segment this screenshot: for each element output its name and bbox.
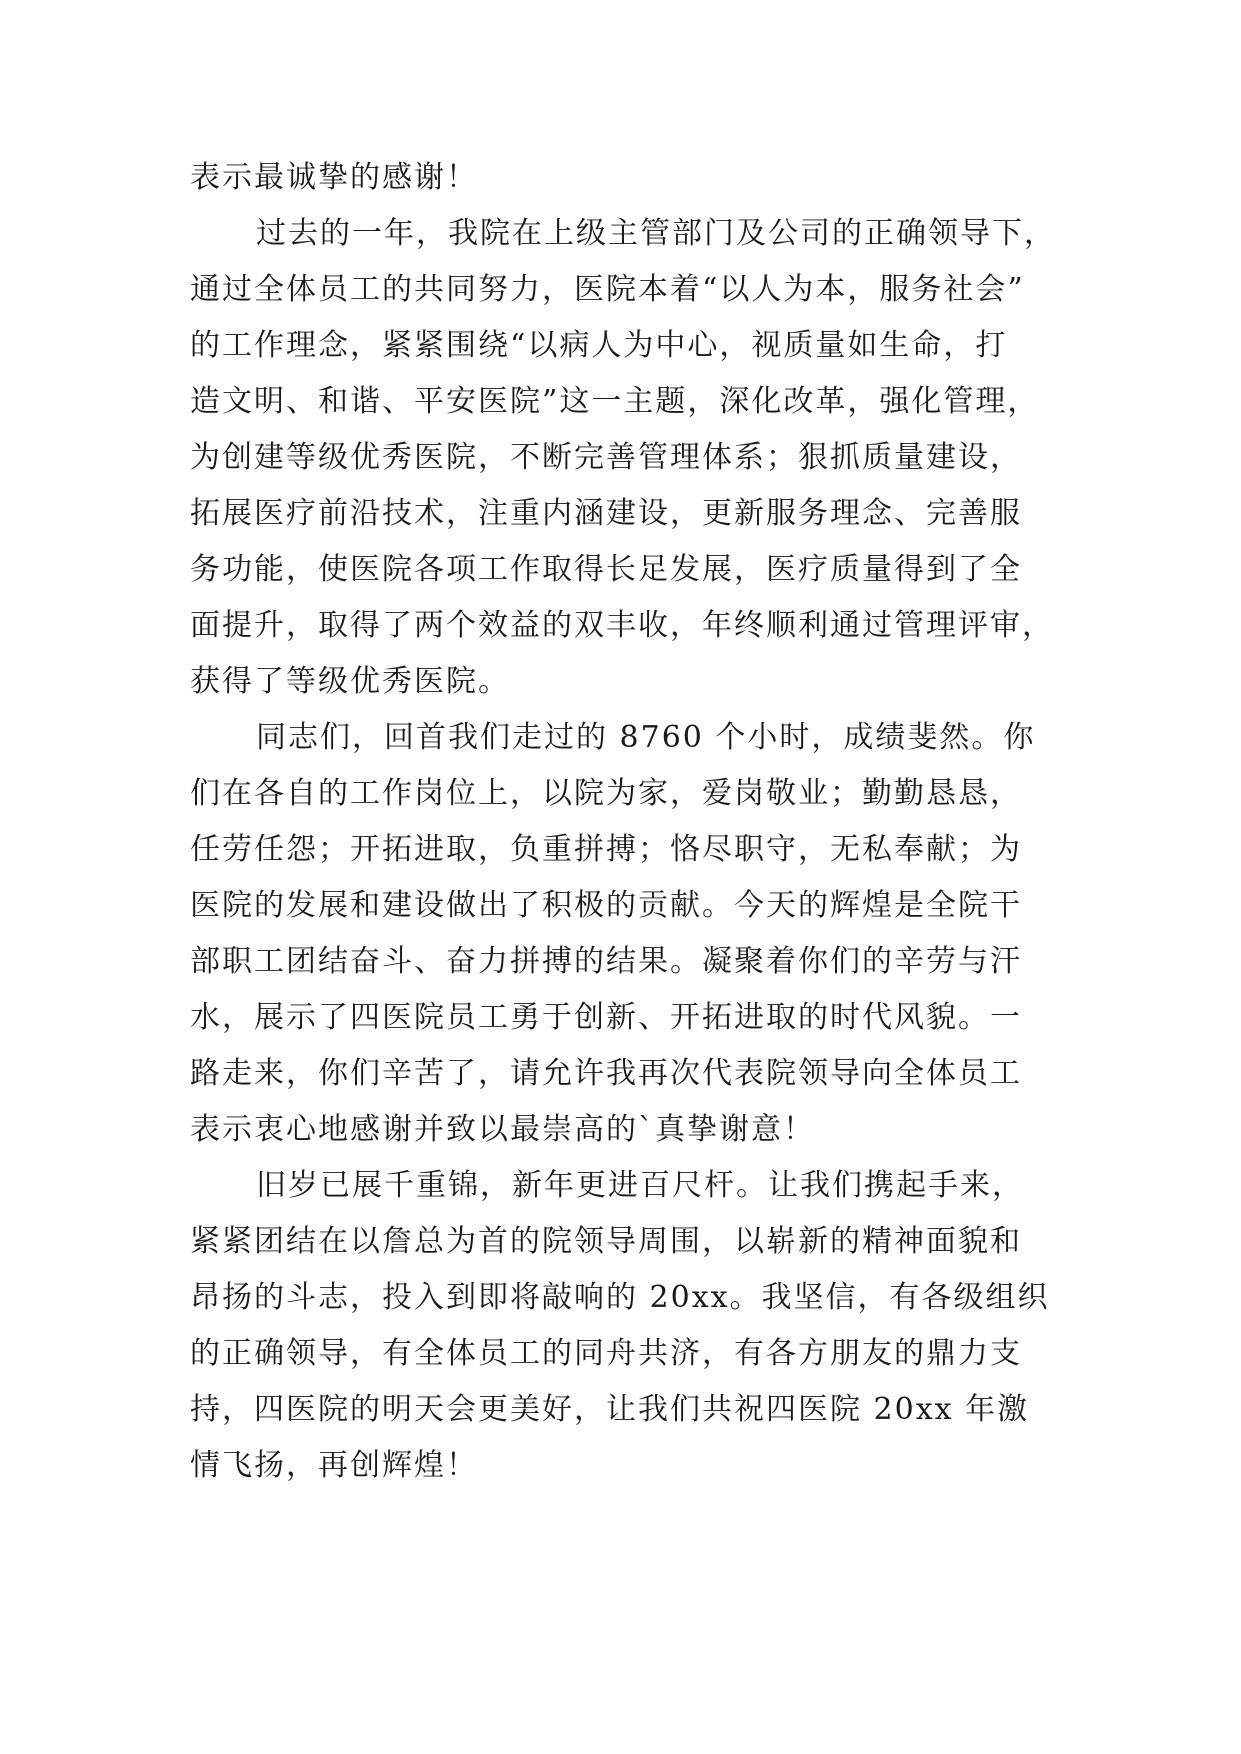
text-line: 务功能，使医院各项工作取得长足发展，医疗质量得到了全 [190,552,1022,587]
paragraph-start-line: 旧岁已展千重锦，新年更进百尺杆。让我们携起手来， [256,1168,1024,1203]
paragraph-start-line: 同志们，回首我们走过的 8760 个小时，成绩斐然。你 [256,720,1036,755]
text-line: 面提升，取得了两个效益的双丰收，年终顺利通过管理评审， [190,608,1054,643]
text-line: 持，四医院的明天会更美好，让我们共祝四医院 20xx 年激 [190,1392,1030,1427]
text-line: 表示最诚挚的感谢！ [190,160,478,195]
text-line: 的正确领导，有全体员工的同舟共济，有各方朋友的鼎力支 [190,1336,1022,1371]
text-line: 的工作理念，紧紧围绕“以病人为中心，视质量如生命，打 [190,328,1008,363]
text-line: 情飞扬，再创辉煌！ [190,1448,478,1483]
paragraph-start-line: 过去的一年，我院在上级主管部门及公司的正确领导下， [256,216,1056,251]
text-line: 为创建等级优秀医院，不断完善管理体系；狠抓质量建设， [190,440,1022,475]
text-line: 昂扬的斗志，投入到即将敲响的 20xx。我坚信，有各级组织 [190,1280,1050,1315]
text-line: 表示衷心地感谢并致以最崇高的`真挚谢意！ [190,1112,815,1147]
text-line: 们在各自的工作岗位上，以院为家，爱岗敬业；勤勤恳恳， [190,776,1022,811]
text-line: 通过全体员工的共同努力，医院本着“以人为本，服务社会” [190,272,1025,307]
text-line: 任劳任怨；开拓进取，负重拼搏；恪尽职守，无私奉献；为 [190,832,1022,867]
text-line: 医院的发展和建设做出了积极的贡献。今天的辉煌是全院干 [190,888,1022,923]
document-body [190,150,1090,1494]
text-line: 拓展医疗前沿技术，注重内涵建设，更新服务理念、完善服 [190,496,1022,531]
text-line: 获得了等级优秀医院。 [190,664,510,699]
text-line: 路走来，你们辛苦了，请允许我再次代表院领导向全体员工 [190,1056,1022,1091]
text-line: 造文明、和谐、平安医院”这一主题，深化改革，强化管理， [190,384,1040,419]
text-line: 紧紧团结在以詹总为首的院领导周围，以崭新的精神面貌和 [190,1224,1022,1259]
text-line: 部职工团结奋斗、奋力拼搏的结果。凝聚着你们的辛劳与汗 [190,944,1022,979]
text-line: 水，展示了四医院员工勇于创新、开拓进取的时代风貌。一 [190,1000,1022,1035]
